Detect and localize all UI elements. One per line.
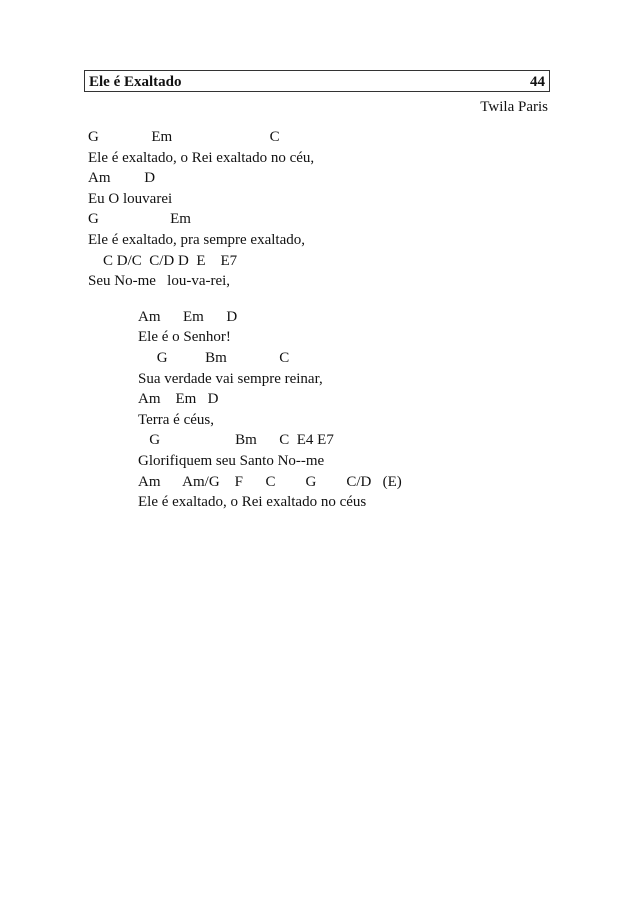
stanza-gap: [88, 292, 402, 307]
chorus-chord-line: Am Em D: [138, 308, 238, 325]
chorus-block: [88, 307, 402, 513]
chorus-chord-line: Am Am/G F C G C/D (E): [138, 473, 402, 490]
chorus-chord-line: G Bm C E4 E7: [138, 432, 334, 449]
verse-chord-line: G Em: [88, 211, 191, 228]
verse-chord-line: C D/C C/D D E E7: [88, 252, 238, 269]
song-title: Ele é Exaltado: [89, 74, 182, 90]
chorus-lyric-line: Glorifiquem seu Santo No--me: [138, 452, 325, 469]
chorus-chord-line: Am Em D: [138, 391, 219, 408]
song-author: Twila Paris: [480, 99, 548, 115]
chorus-lyric-line: Ele é exaltado, o Rei exaltado no céus: [138, 494, 367, 511]
verse-chord-line: G Em C: [88, 129, 280, 145]
verse-lyric-line: Ele é exaltado, o Rei exaltado no céu,: [88, 149, 315, 166]
chorus-lyric-line: Sua verdade vai sempre reinar,: [138, 370, 323, 387]
verse-chord-line: Am D: [88, 170, 156, 187]
chorus-lyric-line: Terra é céus,: [138, 411, 214, 428]
chorus-lyric-line: Ele é o Senhor!: [138, 329, 231, 346]
verse-block: [88, 127, 402, 292]
verse-lyric-line: Seu No-me lou-va-rei,: [88, 273, 231, 290]
song-title-bar: [84, 70, 550, 92]
song-body: [88, 127, 402, 513]
verse-lyric-line: Eu O louvarei: [88, 190, 173, 207]
chorus-chord-line: G Bm C: [138, 349, 290, 366]
song-number: 44: [530, 74, 545, 90]
verse-lyric-line: Ele é exaltado, pra sempre exaltado,: [88, 231, 305, 248]
